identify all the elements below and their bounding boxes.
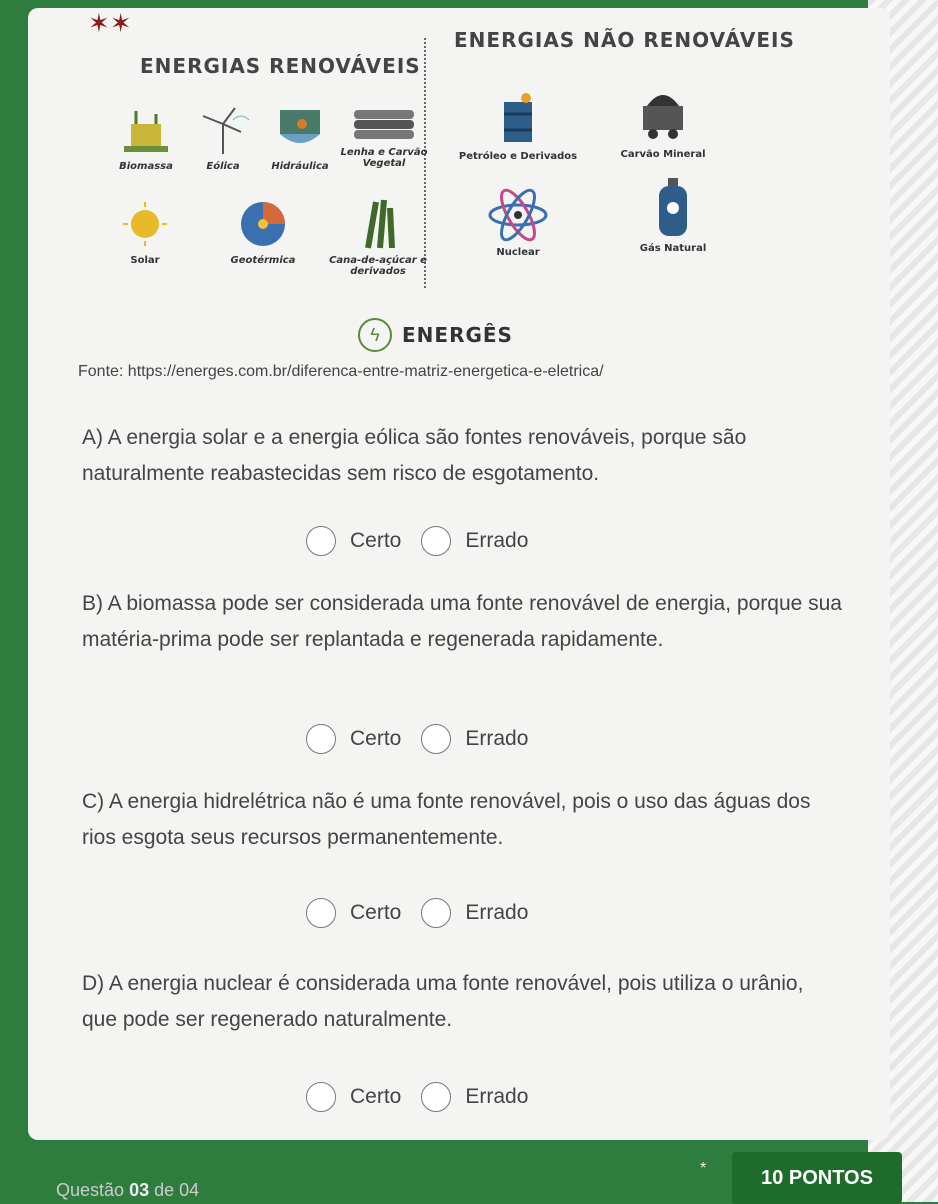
renewable-title: ENERGIAS RENOVÁVEIS [140,54,421,78]
decorative-figures-icon: ✶✶ [88,8,132,38]
energy-infographic [28,28,890,368]
option-label-errado[interactable]: Errado [465,901,529,924]
sun-icon [117,200,173,250]
option-label-certo[interactable]: Certo [350,1085,402,1108]
item-cana: Cana-de-açúcar e derivados [328,194,428,277]
radio-d-errado[interactable] [421,1082,451,1112]
radio-d-certo[interactable] [306,1082,336,1112]
biomass-icon [116,106,176,156]
radio-a-certo[interactable] [306,526,336,556]
option-label-errado[interactable]: Errado [465,529,529,552]
radio-a-errado[interactable] [421,526,451,556]
brand-logo: ϟ ENERGÊS [358,318,513,352]
sugarcane-icon [350,194,406,250]
item-geotermica: Geotérmica [218,200,308,266]
wind-turbine-icon [193,106,253,156]
points-badge: 10 PONTOS [732,1152,902,1204]
radio-c-errado[interactable] [421,898,451,928]
source-citation: Fonte: https://energes.com.br/diferenca-entre-matriz-energetica-e-eletrica/ [78,363,604,380]
item-gas-natural: Gás Natural [628,178,718,254]
question-a-text: A) A energia solar e a energia eólica são fontes renováveis, porque são naturalmente reabastecidas sem risco de esgotamento. [82,426,747,485]
radio-b-errado[interactable] [421,724,451,754]
radio-c-certo[interactable] [306,898,336,928]
gas-cylinder-icon [651,178,695,238]
firewood-icon [349,106,419,142]
option-label-certo[interactable]: Certo [350,901,402,924]
question-b-options [306,724,548,754]
question-card [28,8,890,1140]
lightning-bolt-icon: ϟ [358,318,392,352]
hydro-icon [270,106,330,156]
oil-barrel-icon [496,92,540,146]
item-carvao-mineral: Carvão Mineral [608,84,718,160]
option-label-certo[interactable]: Certo [350,727,402,750]
question-b-text: B) A biomassa pode ser considerada uma fonte renovável de energia, porque sua matéria-prima pode ser replantada e regenerada rapidamente. [82,592,842,651]
question-c-options [306,898,548,928]
question-a-options [306,526,548,556]
option-label-errado[interactable]: Errado [465,1085,529,1108]
option-label-certo[interactable]: Certo [350,529,402,552]
coal-cart-icon [633,84,693,144]
item-biomassa: Biomassa [106,106,186,172]
item-solar: Solar [110,200,180,266]
required-asterisk: * [700,1160,707,1177]
question-counter: Questão 03 de 04 [56,1180,200,1200]
item-hidraulica: Hidráulica [260,106,340,172]
nonrenewable-title: ENERGIAS NÃO RENOVÁVEIS [454,28,795,52]
question-d-options [306,1082,548,1112]
question-d-text: D) A energia nuclear é considerada uma fonte renovável, pois utiliza o urânio, que pode ser regenerado naturalmente. [82,972,804,1031]
item-nuclear: Nuclear [468,188,568,258]
item-petroleo: Petróleo e Derivados [448,92,588,162]
item-eolica: Eólica [188,106,258,172]
atom-icon [486,188,550,242]
item-lenha: Lenha e Carvão Vegetal [334,106,434,169]
option-label-errado[interactable]: Errado [465,727,529,750]
geothermal-icon [235,200,291,250]
radio-b-certo[interactable] [306,724,336,754]
question-c-text: C) A energia hidrelétrica não é uma fonte renovável, pois o uso das águas dos rios esgota seus recursos permanentemente. [82,790,811,849]
